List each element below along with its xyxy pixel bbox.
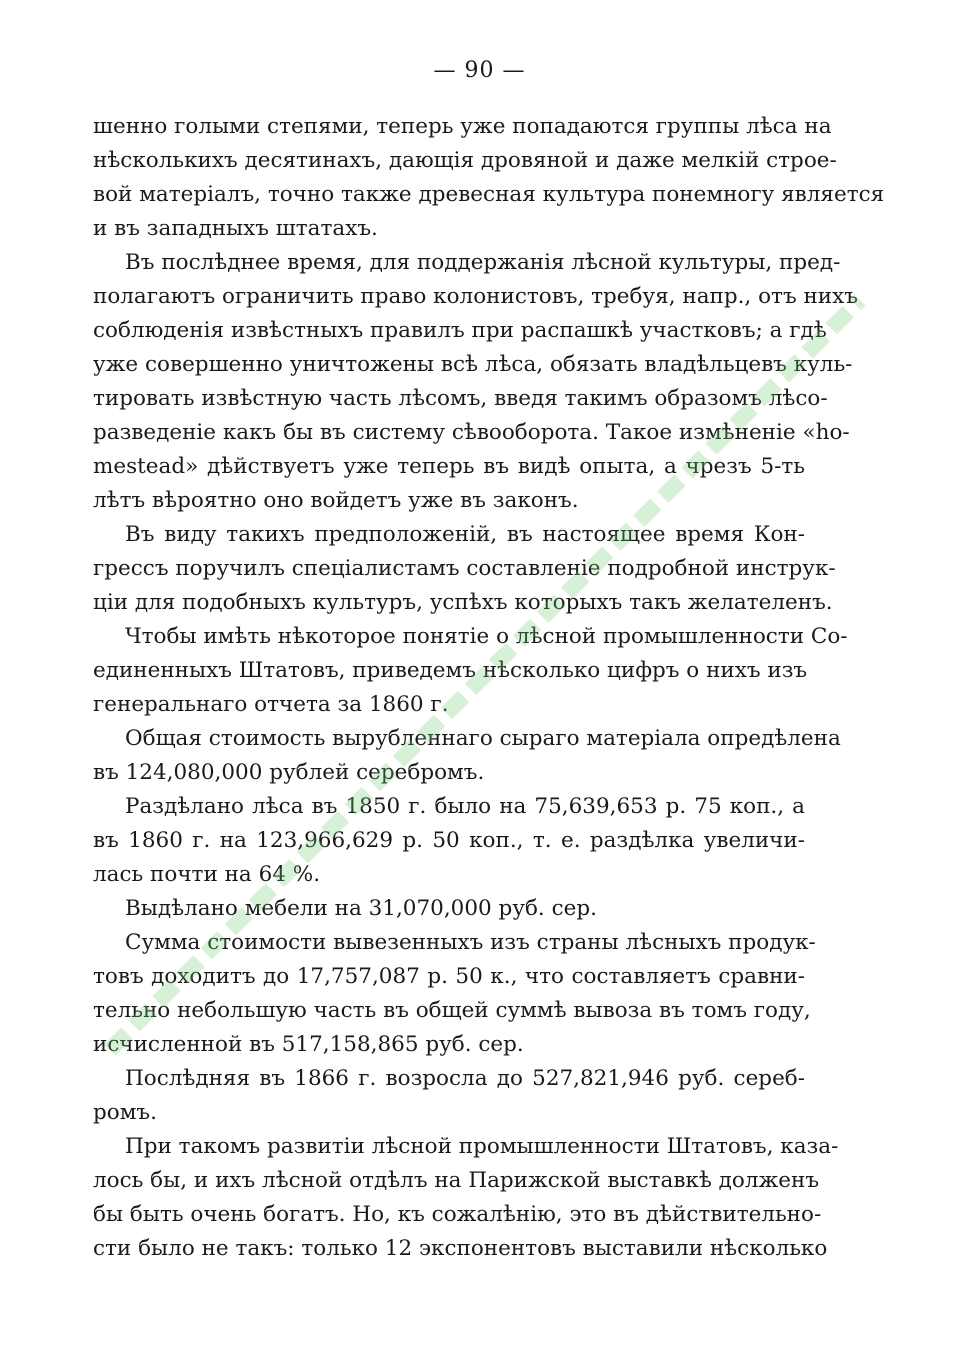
text-line: Сумма стоимости вывезенныхъ изъ страны лѣсныхъ продук- <box>125 930 816 955</box>
paragraph <box>93 518 836 620</box>
text-line: ромъ. <box>93 1100 157 1125</box>
text-line: вой матеріалъ, точно также древесная культура понемногу является <box>93 182 885 207</box>
paragraph <box>93 926 816 1062</box>
text-line: Общая стоимость вырубленнаго сыраго матеріала опредѣлена <box>125 726 841 751</box>
text-line: Послѣдняя въ 1866 г. возросла до 527,821,946 руб. сереб- <box>125 1066 805 1091</box>
text-line: mestead» дѣйствуетъ уже теперь въ видѣ опыта, а чрезъ 5-ть <box>93 454 805 479</box>
text-line: исчисленной въ 517,158,865 руб. сер. <box>93 1032 524 1057</box>
text-line: нѣсколькихъ десятинахъ, дающія дровяной и даже мелкій строе- <box>93 148 837 173</box>
text-line: сти было не такъ: только 12 экспонентовъ выставили нѣсколько <box>93 1236 828 1261</box>
text-line: тировать извѣстную часть лѣсомъ, введя такимъ образомъ лѣсо- <box>93 386 828 411</box>
text-line: лѣтъ вѣроятно оно войдетъ уже въ законъ. <box>93 488 579 513</box>
text-line: въ 124,080,000 рублей серебромъ. <box>93 760 485 785</box>
text-line: Чтобы имѣть нѣкоторое понятіе о лѣсной промышленности Со- <box>125 624 848 649</box>
text-line: При такомъ развитіи лѣсной промышленности Штатовъ, каза- <box>125 1134 839 1159</box>
text-line: лась почти на 64 %. <box>93 862 321 887</box>
text-line: уже совершенно уничтожены всѣ лѣса, обязать владѣльцевъ куль- <box>93 352 853 377</box>
text-line: и въ западныхъ штатахъ. <box>93 216 378 241</box>
paragraph <box>93 110 885 246</box>
text-line: Въ послѣднее время, для поддержанія лѣсной культуры, пред- <box>125 250 841 275</box>
text-line: грессъ поручилъ спеціалистамъ составленіе подробной инструк- <box>93 556 836 581</box>
paragraph <box>93 1062 805 1130</box>
text-line: лось бы, и ихъ лѣсной отдѣлъ на Парижской выставкѣ долженъ <box>93 1168 820 1193</box>
paragraph <box>93 1130 839 1266</box>
paragraph <box>93 892 805 926</box>
text-line: Раздѣлано лѣса въ 1850 г. было на 75,639,653 р. 75 коп., а <box>125 794 805 819</box>
paragraph <box>93 246 858 518</box>
text-line: товъ доходитъ до 17,757,087 р. 50 к., что составляетъ сравни- <box>93 964 805 989</box>
text-line: Выдѣлано мебели на 31,070,000 руб. сер. <box>125 896 597 921</box>
text-line: генеральнаго отчета за 1860 г. <box>93 692 449 717</box>
text-line: полагаютъ ограничить право колонистовъ, требуя, напр., отъ нихъ <box>93 284 858 309</box>
text-line: въ 1860 г. на 123,966,629 р. 50 коп., т. е. раздѣлка увеличи- <box>93 828 805 853</box>
text-line: ціи для подобныхъ культуръ, успѣхъ которыхъ такъ желателенъ. <box>93 590 833 615</box>
text-line: разведеніе какъ бы въ систему сѣвооборота. Такое измѣненіе «ho- <box>93 420 850 445</box>
text-line: тельно небольшую часть въ общей суммѣ вывоза въ томъ году, <box>93 998 811 1023</box>
paragraph <box>93 722 841 790</box>
body-text <box>93 110 885 1266</box>
text-line: бы быть очень богатъ. Но, къ сожалѣнію, это въ дѣйствительно- <box>93 1202 822 1227</box>
paragraph <box>93 790 805 892</box>
paragraph <box>93 620 848 722</box>
text-line: Въ виду такихъ предположеній, въ настоящее время Кон- <box>125 522 805 547</box>
page-number: — 90 — <box>433 58 526 83</box>
text-line: соблюденія извѣстныхъ правилъ при распашкѣ участковъ; а гдѣ <box>93 318 827 343</box>
text-line: шенно голыми степями, теперь уже попадаются группы лѣса на <box>93 114 832 139</box>
text-line: единенныхъ Штатовъ, приведемъ нѣсколько цифръ о нихъ изъ <box>93 658 808 683</box>
